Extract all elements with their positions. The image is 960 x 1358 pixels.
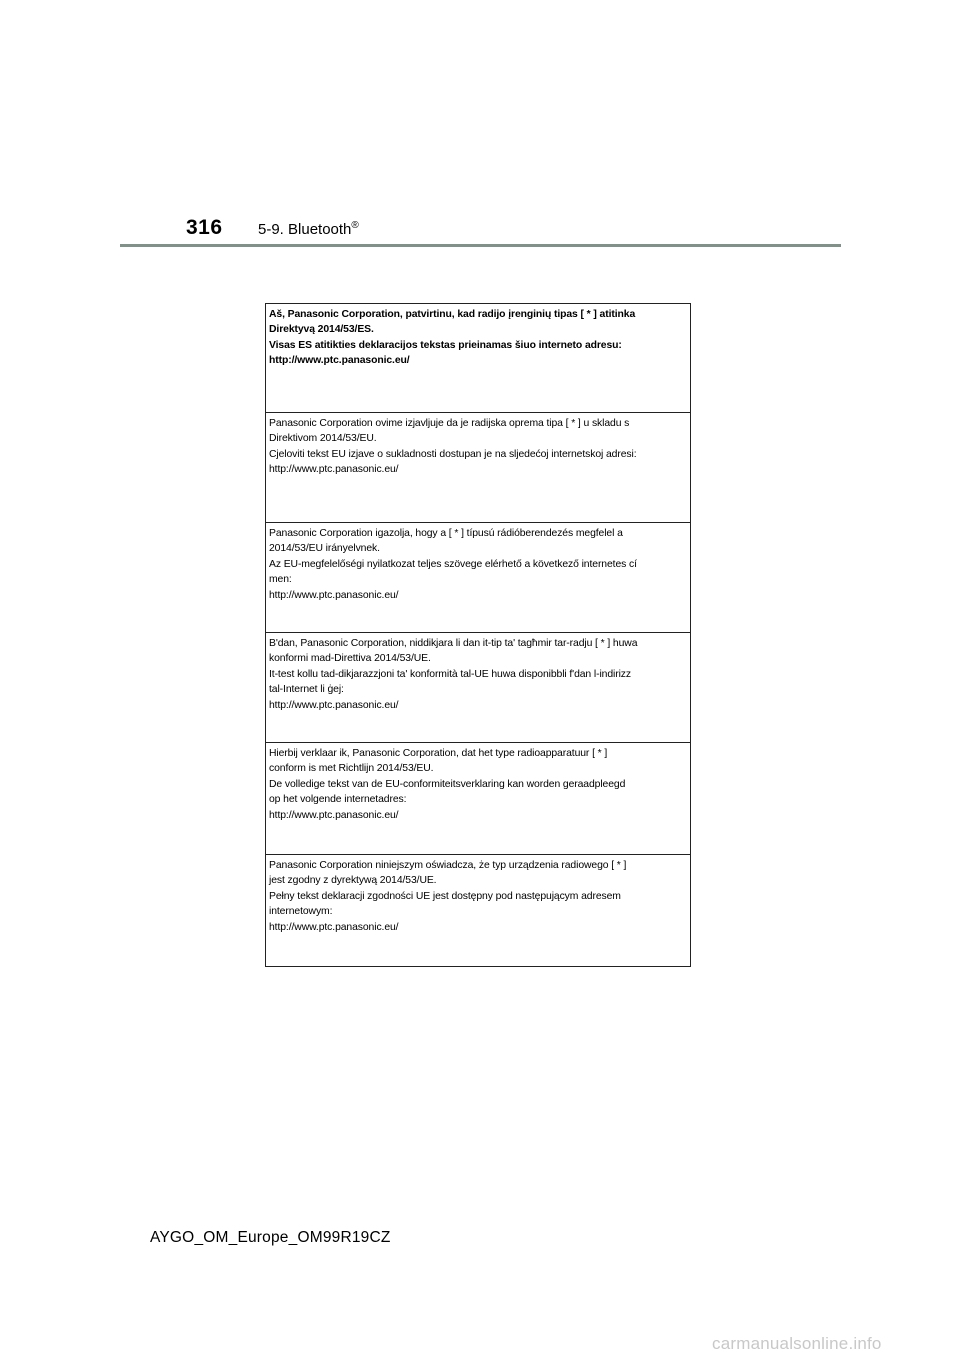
section-title xyxy=(258,220,359,240)
declaration-line: Cjeloviti tekst EU izjave o sukladnosti dostupan je na sljedećoj internetskoj adresi: xyxy=(269,448,637,460)
declaration-line: It-test kollu tad-dikjarazzjoni ta' konformità tal-UE huwa disponibbli f'dan l-indirizz xyxy=(269,668,631,680)
declaration-line: Hierbij verklaar ik, Panasonic Corporation, dat het type radioapparatuur [ * ] xyxy=(269,748,608,759)
header-rule xyxy=(120,244,841,247)
declaration-line: http://www.ptc.panasonic.eu/ xyxy=(269,921,399,933)
declaration-line: konformi mad-Direttiva 2014/53/UE. xyxy=(269,653,431,665)
declaration-line: http://www.ptc.panasonic.eu/ xyxy=(269,464,399,476)
declaration-line: Aš, Panasonic Corporation, patvirtinu, kad radijo įrenginių tipas [ * ] atitinka xyxy=(269,309,636,320)
declaration-line: internetowym: xyxy=(269,906,333,918)
page-header xyxy=(0,0,960,250)
declaration-line: Pełny tekst deklaracji zgodności UE jest dostępny pod następującym adresem xyxy=(269,890,621,902)
declaration-line: B'dan, Panasonic Corporation, niddikjara li dan it-tip ta' tagħmir tar-radju [ * ] huwa xyxy=(269,638,638,649)
declaration-dutch xyxy=(266,743,690,855)
declaration-hungarian xyxy=(266,523,690,633)
document-code: AYGO_OM_Europe_OM99R19CZ xyxy=(150,1229,391,1246)
declaration-line: De volledige tekst van de EU-conformiteitsverklaring kan worden geraadpleegd xyxy=(269,778,626,790)
declaration-line: conform is met Richtlijn 2014/53/EU. xyxy=(269,763,434,775)
declaration-line: Visas ES atitikties deklaracijos tekstas prieinamas šiuo interneto adresu: xyxy=(269,339,622,351)
declaration-line: Panasonic Corporation ovime izjavljuje da je radijska oprema tipa [ * ] u skladu s xyxy=(269,418,630,429)
declaration-line: http://www.ptc.panasonic.eu/ xyxy=(269,699,399,711)
declaration-lithuanian xyxy=(266,304,690,413)
page-number: 316 xyxy=(186,216,223,239)
declaration-table xyxy=(265,303,691,967)
declaration-line: http://www.ptc.panasonic.eu/ xyxy=(269,355,410,367)
declaration-line: http://www.ptc.panasonic.eu/ xyxy=(269,589,399,601)
declaration-line: jest zgodny z dyrektywą 2014/53/UE. xyxy=(269,875,437,887)
declaration-line: Direktivom 2014/53/EU. xyxy=(269,433,377,445)
declaration-line: Direktyvą 2014/53/ES. xyxy=(269,324,374,336)
section-title-text: 5-9. Bluetooth xyxy=(258,221,352,238)
watermark-link[interactable]: carmanualsonline.info xyxy=(712,1334,882,1353)
declaration-line: men: xyxy=(269,574,292,586)
declaration-line: 2014/53/EU irányelvnek. xyxy=(269,543,380,555)
declaration-polish xyxy=(266,855,690,966)
declaration-line: Panasonic Corporation igazolja, hogy a [ * ] típusú rádióberendezés megfelel a xyxy=(269,528,623,539)
declaration-line: op het volgende internetadres: xyxy=(269,794,407,806)
declaration-line: tal-Internet li ġej: xyxy=(269,684,344,696)
registered-mark: ® xyxy=(351,220,359,231)
declaration-croatian xyxy=(266,413,690,523)
declaration-line: Panasonic Corporation niniejszym oświadcza, że typ urządzenia radiowego [ * ] xyxy=(269,860,627,871)
declaration-maltese xyxy=(266,633,690,743)
declaration-line: http://www.ptc.panasonic.eu/ xyxy=(269,809,399,821)
declaration-line: Az EU-megfelelőségi nyilatkozat teljes szövege elérhető a következő internetes cí xyxy=(269,558,637,570)
